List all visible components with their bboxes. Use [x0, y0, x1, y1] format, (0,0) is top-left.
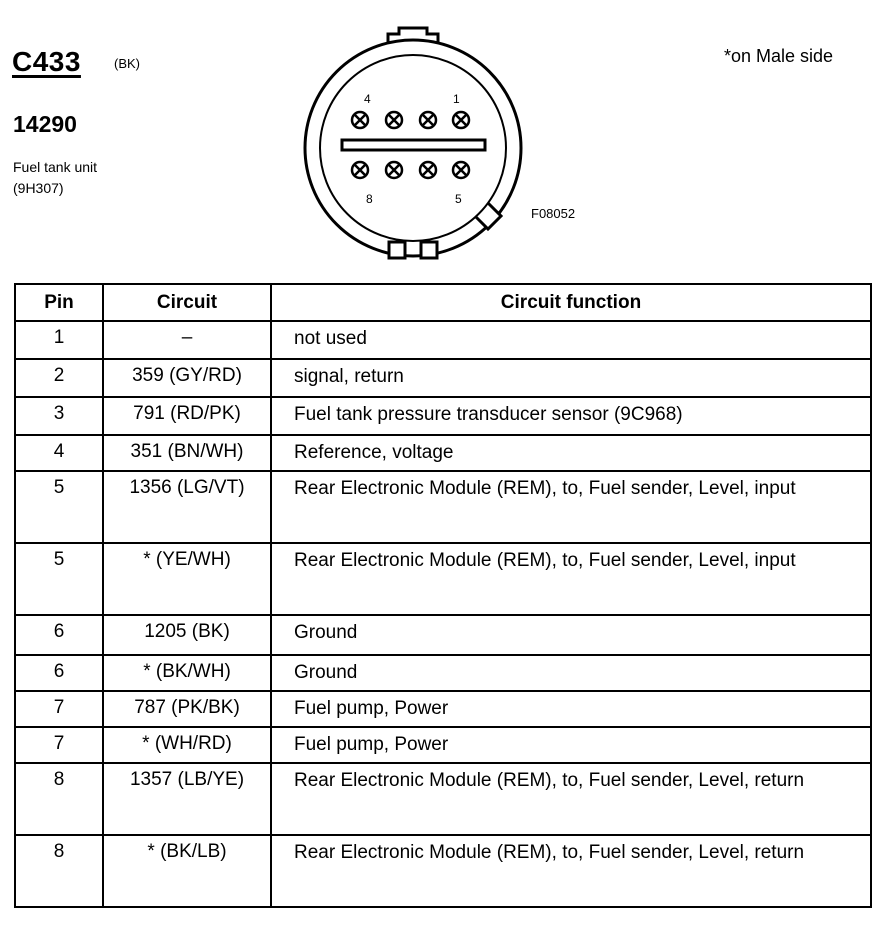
table-row [15, 359, 871, 397]
connector-face-diagram [285, 20, 525, 265]
circuit-id: * (YE/WH) [103, 543, 271, 615]
circuit-id: * (BK/WH) [103, 655, 271, 691]
circuit-id: * (BK/LB) [103, 835, 271, 907]
table-row [15, 543, 871, 615]
pin-number: 5 [15, 543, 103, 615]
connector-divider-bar [342, 140, 485, 150]
circuit-function: Rear Electronic Module (REM), to, Fuel sender, Level, return [271, 763, 871, 835]
pin-label-top-right: 1 [453, 92, 460, 106]
pin-label-bottom-right: 5 [455, 192, 462, 206]
pin-number: 3 [15, 397, 103, 435]
pin-number: 7 [15, 691, 103, 727]
circuit-id: 791 (RD/PK) [103, 397, 271, 435]
circuit-function: Fuel pump, Power [271, 691, 871, 727]
pin-label-top-left: 4 [364, 92, 371, 106]
table-row [15, 691, 871, 727]
pin-table [14, 283, 872, 908]
table-row [15, 321, 871, 359]
circuit-function: signal, return [271, 359, 871, 397]
column-header-pin: Pin [15, 284, 103, 321]
pin-number: 6 [15, 615, 103, 655]
circuit-id: 359 (GY/RD) [103, 359, 271, 397]
part-number: 14290 [13, 111, 77, 137]
table-row [15, 655, 871, 691]
component-code: (9H307) [13, 180, 64, 196]
table-header-row [15, 284, 871, 321]
table-row [15, 615, 871, 655]
circuit-id: 351 (BN/WH) [103, 435, 271, 471]
pin-number: 4 [15, 435, 103, 471]
circuit-function: Fuel pump, Power [271, 727, 871, 763]
circuit-id: * (WH/RD) [103, 727, 271, 763]
pin-number: 2 [15, 359, 103, 397]
component-description: Fuel tank unit [13, 159, 98, 175]
connector-bottom-tab-left [389, 242, 405, 258]
connector-color-code: (BK) [114, 56, 140, 71]
table-row [15, 835, 871, 907]
connector-bottom-tab-right [421, 242, 437, 258]
pin-number: 1 [15, 321, 103, 359]
pin-number: 5 [15, 471, 103, 543]
table-row [15, 471, 871, 543]
circuit-function: Rear Electronic Module (REM), to, Fuel sender, Level, return [271, 835, 871, 907]
circuit-function: Ground [271, 655, 871, 691]
pin-number: 8 [15, 835, 103, 907]
table-row [15, 435, 871, 471]
pin-cavity [386, 112, 402, 128]
circuit-id: 1356 (LG/VT) [103, 471, 271, 543]
circuit-id: – [103, 321, 271, 359]
side-note: *on Male side [724, 46, 834, 66]
pin-cavity [453, 162, 469, 178]
circuit-id: 787 (PK/BK) [103, 691, 271, 727]
circuit-function: Rear Electronic Module (REM), to, Fuel sender, Level, input [271, 471, 871, 543]
table-row [15, 397, 871, 435]
pin-cavity [453, 112, 469, 128]
pin-label-bottom-left: 8 [366, 192, 373, 206]
circuit-id: 1357 (LB/YE) [103, 763, 271, 835]
pin-cavity [352, 112, 368, 128]
pin-number: 7 [15, 727, 103, 763]
pin-cavity [420, 112, 436, 128]
pin-cavity [352, 162, 368, 178]
figure-code: F08052 [531, 206, 576, 221]
connector-id: C433 [12, 46, 81, 77]
pin-cavity [386, 162, 402, 178]
pin-number: 8 [15, 763, 103, 835]
column-header-function: Circuit function [271, 284, 871, 321]
circuit-function: Ground [271, 615, 871, 655]
circuit-function: not used [271, 321, 871, 359]
table-row [15, 763, 871, 835]
circuit-function: Reference, voltage [271, 435, 871, 471]
pin-number: 6 [15, 655, 103, 691]
column-header-circuit: Circuit [103, 284, 271, 321]
circuit-function: Rear Electronic Module (REM), to, Fuel sender, Level, input [271, 543, 871, 615]
pin-cavity [420, 162, 436, 178]
circuit-id: 1205 (BK) [103, 615, 271, 655]
circuit-function: Fuel tank pressure transducer sensor (9C968) [271, 397, 871, 435]
table-row [15, 727, 871, 763]
